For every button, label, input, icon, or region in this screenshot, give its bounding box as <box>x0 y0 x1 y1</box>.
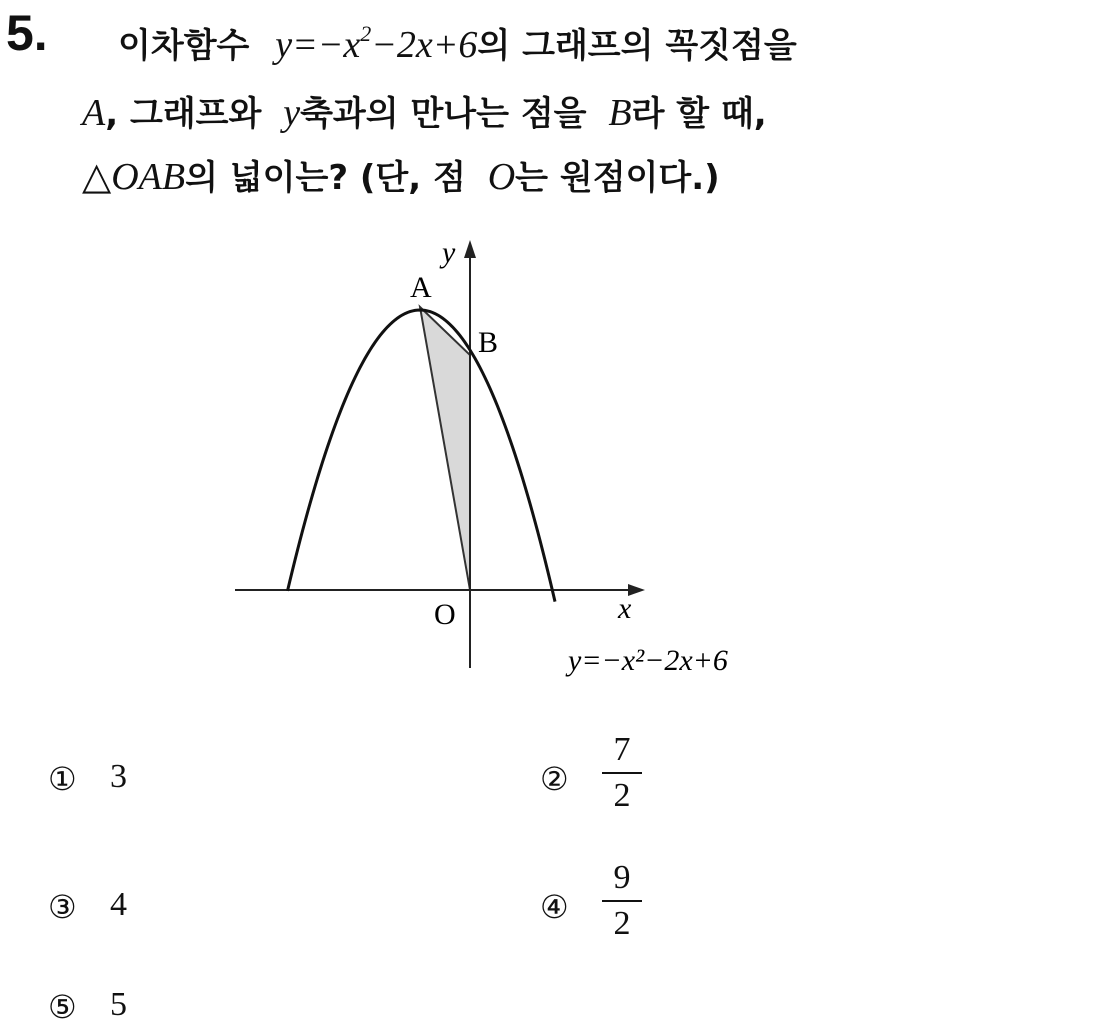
triangle-oab <box>420 307 470 590</box>
choice-marker: ① <box>48 761 77 797</box>
question-text: 축과의 만나는 점을 <box>300 94 587 134</box>
label-o: O <box>434 598 456 631</box>
point-label-b: B <box>608 92 632 134</box>
y-axis-arrow <box>464 240 476 258</box>
label-y: y <box>442 236 456 269</box>
choice-fraction <box>602 858 642 944</box>
question-text: 라 할 때, <box>631 94 767 134</box>
function-expression: $y=-x^2-2x+6$ <box>275 21 478 66</box>
fraction-numerator: 9 <box>613 859 631 896</box>
fraction-denominator: 2 <box>613 777 631 814</box>
point-label-a: A <box>82 92 106 134</box>
label-a: A <box>410 271 432 304</box>
choice-fraction <box>602 730 642 816</box>
choice-value: 4 <box>110 886 127 923</box>
parabola-curve <box>288 310 556 602</box>
axis-name-y: y <box>283 92 301 134</box>
question-text: 는 원점이다.) <box>515 158 720 198</box>
triangle-symbol: △ <box>82 156 112 198</box>
choice-marker: ⑤ <box>48 989 77 1025</box>
curve-label: y=−x²−2x+6 <box>568 644 728 677</box>
choice-marker: ② <box>540 761 569 797</box>
triangle-name: OAB <box>111 156 186 198</box>
fraction-numerator: 7 <box>613 731 631 768</box>
fraction-denominator: 2 <box>613 905 631 942</box>
label-b: B <box>478 326 499 359</box>
label-x: x <box>618 592 632 625</box>
question-text: 이차함수 <box>118 26 250 66</box>
point-label-o: O <box>487 156 516 198</box>
choice-value: 3 <box>110 758 127 795</box>
question-text: 의 넓이는? (단, 점 <box>185 158 466 198</box>
fraction-bar <box>602 900 642 902</box>
fraction-bar <box>602 772 642 774</box>
choice-value: 5 <box>110 986 127 1023</box>
question-text: 의 그래프의 꼭짓점을 <box>477 26 797 66</box>
choice-marker: ③ <box>48 889 77 925</box>
choice-marker: ④ <box>540 889 569 925</box>
question-text: , 그래프와 <box>105 94 262 134</box>
question-number: 5. <box>6 5 48 61</box>
